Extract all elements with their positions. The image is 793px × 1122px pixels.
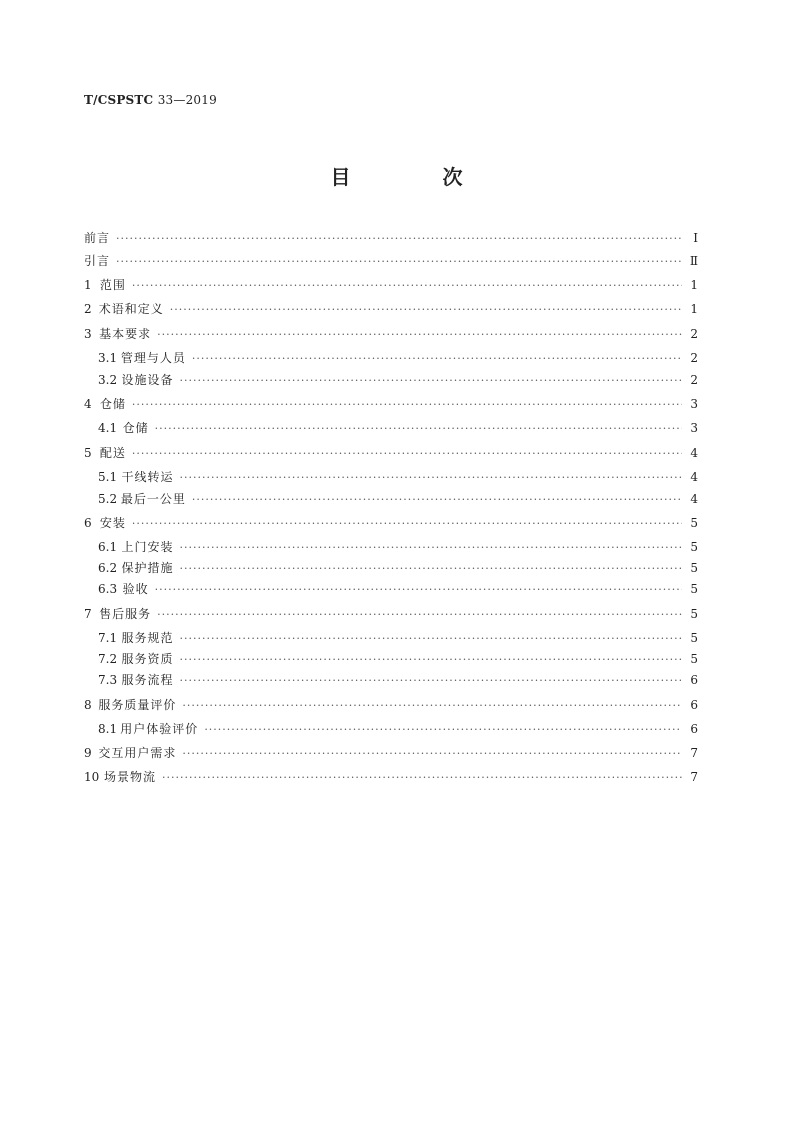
toc-entry-number: 7.3 bbox=[98, 673, 118, 687]
page-title: 目 次 bbox=[330, 165, 499, 189]
dot-leader bbox=[182, 744, 682, 764]
toc-entry-page-number: 4 bbox=[690, 470, 698, 484]
toc-entry-title: 干线转运 bbox=[121, 470, 174, 484]
toc-entry[interactable] bbox=[84, 348, 698, 368]
dot-leader bbox=[170, 300, 682, 320]
toc-entry-number: 3.1 bbox=[98, 351, 118, 365]
dot-leader bbox=[204, 720, 682, 740]
toc-entry-number: 7 bbox=[84, 607, 92, 621]
toc-entry-page-number: 2 bbox=[690, 373, 698, 387]
toc-entry-number: 8.1 bbox=[98, 722, 118, 736]
toc-entry-page-number: Ⅱ bbox=[689, 254, 698, 268]
toc-entry[interactable] bbox=[84, 443, 698, 463]
toc-entry-title: 基本要求 bbox=[99, 327, 152, 341]
toc-entry-page-number: 2 bbox=[690, 327, 698, 341]
toc-entry-title: 售后服务 bbox=[99, 607, 152, 621]
document-code bbox=[84, 93, 217, 107]
toc-entry-title: 术语和定义 bbox=[98, 302, 164, 316]
toc-entry-page-number: 6 bbox=[690, 698, 698, 712]
toc-entry[interactable] bbox=[84, 370, 698, 390]
toc-entry-title: 验收 bbox=[122, 582, 149, 596]
toc-entry-page-number: 1 bbox=[690, 278, 698, 292]
toc-entry-page-number: 2 bbox=[690, 351, 698, 365]
toc-entry-number: 5.2 bbox=[98, 492, 118, 506]
toc-entry-number: 5.1 bbox=[98, 470, 118, 484]
toc-entry-page-number: 1 bbox=[690, 302, 698, 316]
dot-leader bbox=[157, 605, 682, 625]
toc-entry-title: 仓储 bbox=[122, 421, 149, 435]
toc-entry-page-number: 5 bbox=[690, 631, 698, 645]
toc-entry-title: 服务质量评价 bbox=[98, 698, 177, 712]
dot-leader bbox=[132, 514, 682, 534]
toc-entry-number: 4 bbox=[84, 397, 92, 411]
toc-entry[interactable] bbox=[84, 719, 698, 739]
toc-entry[interactable] bbox=[84, 275, 698, 295]
toc-entry-number: 1 bbox=[84, 278, 92, 292]
toc-entry[interactable] bbox=[84, 394, 698, 414]
toc-entry[interactable] bbox=[84, 467, 698, 487]
toc-entry[interactable] bbox=[84, 670, 698, 690]
dot-leader bbox=[132, 276, 682, 296]
toc-entry-title: 设施设备 bbox=[121, 373, 174, 387]
dot-leader bbox=[132, 444, 682, 464]
toc-entry-title: 服务规范 bbox=[121, 631, 174, 645]
dot-leader bbox=[192, 349, 682, 369]
toc-entry-number: 8 bbox=[84, 698, 92, 712]
toc-entry-number: 7.1 bbox=[98, 631, 118, 645]
document-prefix: T/CSPSTC bbox=[84, 93, 154, 107]
toc-entry-page-number: 3 bbox=[690, 421, 698, 435]
toc-entry-number: 9 bbox=[84, 746, 92, 760]
dot-leader bbox=[116, 229, 682, 249]
toc-entry[interactable] bbox=[84, 228, 698, 248]
toc-entry-title: 安装 bbox=[99, 516, 126, 530]
toc-entry-number: 3.2 bbox=[98, 373, 118, 387]
toc-entry-title: 配送 bbox=[99, 446, 126, 460]
toc-entry-page-number: 5 bbox=[690, 582, 698, 596]
toc-entry-page-number: Ⅰ bbox=[693, 231, 698, 245]
toc-entry-title: 交互用户需求 bbox=[98, 746, 177, 760]
dot-leader bbox=[179, 468, 682, 488]
toc-entry-title: 范围 bbox=[99, 278, 126, 292]
toc-entry-page-number: 4 bbox=[690, 492, 698, 506]
toc-entry-title: 管理与人员 bbox=[120, 351, 186, 365]
toc-entry-page-number: 5 bbox=[690, 652, 698, 666]
toc-entry-page-number: 3 bbox=[690, 397, 698, 411]
toc-entry-number: 6.1 bbox=[98, 540, 118, 554]
toc-entry-number: 6 bbox=[84, 516, 92, 530]
toc-entry[interactable] bbox=[84, 299, 698, 319]
toc-entry[interactable] bbox=[84, 695, 698, 715]
toc-entry-title: 仓储 bbox=[99, 397, 126, 411]
toc-entry[interactable] bbox=[84, 649, 698, 669]
toc-entry-number: 10 bbox=[84, 770, 100, 784]
toc-entry-page-number: 6 bbox=[690, 673, 698, 687]
toc-entry-title: 服务流程 bbox=[121, 673, 174, 687]
toc-entry-page-number: 5 bbox=[690, 516, 698, 530]
toc-entry[interactable] bbox=[84, 489, 698, 509]
toc-entry-page-number: 6 bbox=[690, 722, 698, 736]
toc-entry-number: 2 bbox=[84, 302, 92, 316]
toc-entry-page-number: 7 bbox=[690, 746, 698, 760]
dot-leader bbox=[116, 252, 682, 272]
toc-entry[interactable] bbox=[84, 579, 698, 599]
dot-leader bbox=[155, 580, 682, 600]
toc-entry-number: 6.2 bbox=[98, 561, 118, 575]
toc-entry[interactable] bbox=[84, 604, 698, 624]
toc-entry[interactable] bbox=[84, 558, 698, 578]
dot-leader bbox=[162, 768, 682, 788]
dot-leader bbox=[155, 419, 682, 439]
toc-entry[interactable] bbox=[84, 628, 698, 648]
dot-leader bbox=[179, 650, 682, 670]
toc-entry-title: 用户体验评价 bbox=[120, 722, 199, 736]
toc-entry[interactable] bbox=[84, 767, 698, 787]
toc-entry-title: 场景物流 bbox=[103, 770, 156, 784]
toc-entry-title: 保护措施 bbox=[121, 561, 174, 575]
toc-entry-number: 4.1 bbox=[98, 421, 118, 435]
toc-entry-title: 上门安装 bbox=[121, 540, 174, 554]
toc-entry-number: 3 bbox=[84, 327, 92, 341]
toc-entry[interactable] bbox=[84, 513, 698, 533]
dot-leader bbox=[179, 538, 682, 558]
toc-entry[interactable] bbox=[84, 537, 698, 557]
toc-entry-page-number: 5 bbox=[690, 561, 698, 575]
toc-entry[interactable] bbox=[84, 324, 698, 344]
dot-leader bbox=[182, 696, 682, 716]
dot-leader bbox=[157, 325, 682, 345]
dot-leader bbox=[179, 671, 682, 691]
toc-entry-title: 前言 bbox=[84, 231, 111, 245]
toc-entry-title: 最后一公里 bbox=[120, 492, 186, 506]
toc-entry-page-number: 5 bbox=[690, 607, 698, 621]
document-number: 33—2019 bbox=[157, 93, 217, 107]
toc-entry-page-number: 7 bbox=[690, 770, 698, 784]
toc-entry-number: 6.3 bbox=[98, 582, 118, 596]
toc-entry-number: 7.2 bbox=[98, 652, 118, 666]
toc-entry[interactable] bbox=[84, 743, 698, 763]
dot-leader bbox=[179, 371, 682, 391]
toc-entry-page-number: 5 bbox=[690, 540, 698, 554]
dot-leader bbox=[192, 490, 682, 510]
toc-entry-number: 5 bbox=[84, 446, 92, 460]
dot-leader bbox=[132, 395, 682, 415]
dot-leader bbox=[179, 559, 682, 579]
toc-entry[interactable] bbox=[84, 418, 698, 438]
toc-entry[interactable] bbox=[84, 251, 698, 271]
toc-entry-title: 服务资质 bbox=[121, 652, 174, 666]
dot-leader bbox=[179, 629, 682, 649]
toc-entry-page-number: 4 bbox=[690, 446, 698, 460]
toc-entry-title: 引言 bbox=[84, 254, 111, 268]
